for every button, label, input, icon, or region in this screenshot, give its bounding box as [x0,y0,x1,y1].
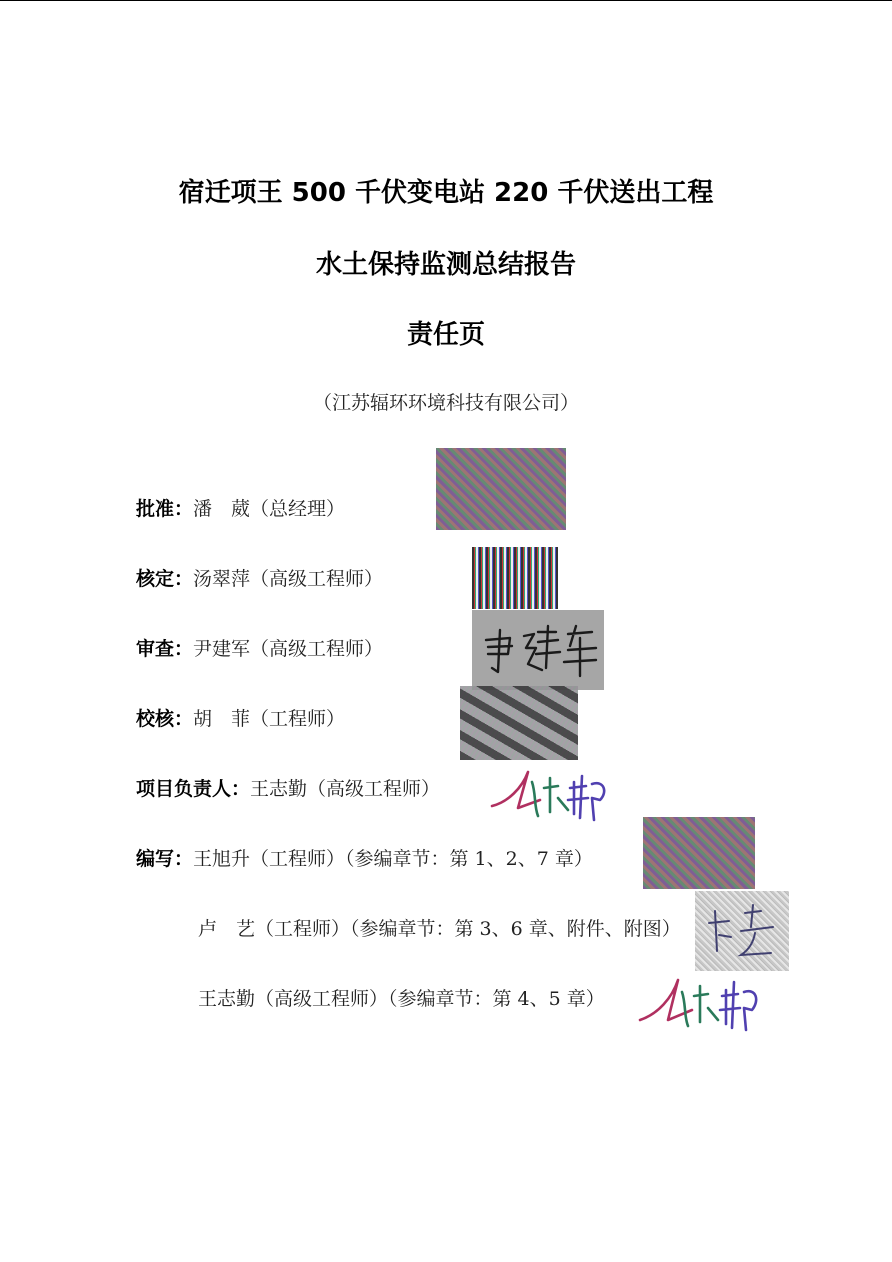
row-project-lead [136,774,440,801]
row-check [136,704,345,731]
signature-image-author-1 [643,817,755,889]
handwritten-signature-icon [636,964,770,1034]
responsibility-page-heading: 责任页 [406,320,485,350]
approval-label: 批准： [136,498,194,520]
handwritten-signature-icon [488,758,620,824]
author-2-value: 卢 艺（工程师）（参编章节：第 3、6 章、附件、附图） [198,918,681,940]
review-label: 审查： [136,638,194,660]
project-lead-value: 王志勤（高级工程师） [250,778,441,800]
author-label: 编写： [136,848,194,870]
signature-image-author-2 [695,891,789,971]
row-author-3 [198,984,605,1011]
signature-image-verification [472,547,558,609]
signature-image-project-lead [488,758,620,824]
top-border [0,0,892,1]
check-value: 胡 菲（工程师） [193,708,346,730]
verification-label: 核定： [136,568,194,590]
row-author [136,844,593,871]
handwritten-signature-icon [472,610,604,690]
author-value: 王旭升（工程师）（参编章节：第 1、2、7 章） [193,848,593,870]
check-label: 校核： [136,708,194,730]
review-value: 尹建军（高级工程师） [193,638,384,660]
signature-image-approval [436,448,566,530]
report-title-line2: 水土保持监测总结报告 [315,250,576,280]
handwritten-signature-icon [695,891,789,971]
project-lead-label: 项目负责人： [136,778,251,800]
signature-image-review [472,610,604,690]
row-author-2 [198,914,681,941]
row-review [136,634,383,661]
author-3-value: 王志勤（高级工程师）（参编章节：第 4、5 章） [198,988,605,1010]
verification-value: 汤翠萍（高级工程师） [193,568,384,590]
report-title-line1: 宿迁项王 500 千伏变电站 220 千伏送出工程 [178,178,714,208]
row-verification [136,564,383,591]
approval-value: 潘 葳（总经理） [193,498,346,520]
row-approval [136,494,345,521]
signature-image-check [460,686,578,760]
signature-image-author-3 [636,964,770,1034]
company-name: （江苏辐环环境科技有限公司） [312,392,579,414]
